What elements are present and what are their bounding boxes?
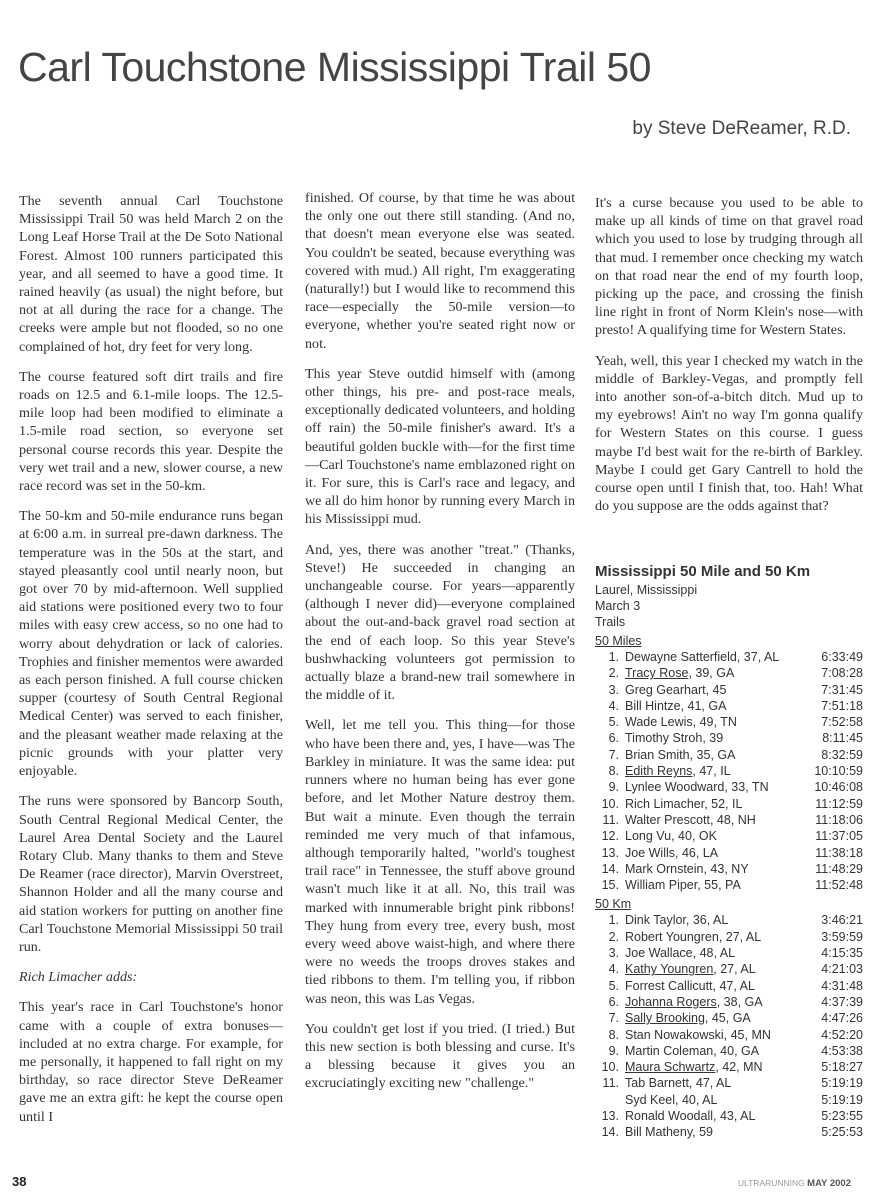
result-time: 5:23:55: [821, 1109, 863, 1124]
result-time: 4:15:35: [821, 946, 863, 961]
result-runner: [625, 1027, 793, 1043]
paragraph: You couldn't get lost if you tried. (I tried.) But this new section is both blessing and curse. It's a blessing because it gives you an excruciatingly exciting new "challenge.": [305, 1020, 575, 1092]
result-time: 11:48:29: [815, 861, 863, 876]
runner-details: , 45, GA: [704, 1011, 751, 1026]
result-row: [595, 1124, 863, 1140]
result-rank: 13.: [601, 1109, 619, 1124]
result-row: [595, 682, 863, 698]
result-row: [595, 698, 863, 714]
result-row: [595, 1075, 863, 1091]
result-row: [595, 1108, 863, 1124]
result-time: 7:52:58: [821, 715, 863, 730]
result-time: 5:19:19: [821, 1092, 863, 1107]
result-time: 10:46:08: [814, 780, 863, 795]
result-time: 11:12:59: [815, 796, 863, 811]
runner-name: Maura Schwartz: [625, 1060, 716, 1075]
result-row: [595, 779, 863, 795]
issue-date: MAY 2002: [807, 1178, 851, 1189]
result-time: 11:18:06: [815, 812, 863, 827]
paragraph: The course featured soft dirt trails and fire roads on 12.5 and 6.1-mile loops. The 12.5-mile loop had been modified to eliminate a 1.5-mile road section, so everyone set personal course records this year. Despite the very wet trail and a new, slower course, a new race record was set in the 50-km.: [19, 368, 283, 495]
result-runner: [625, 912, 793, 928]
runner-name: Dewayne Satterfield, 37, AL: [625, 650, 780, 664]
result-time: 5:18:27: [821, 1060, 863, 1075]
result-runner: [625, 796, 793, 812]
result-runner: [625, 730, 793, 746]
result-row: [595, 828, 863, 844]
result-rank: 9.: [608, 780, 619, 795]
runner-name: Bill Hintze, 41, GA: [625, 698, 727, 713]
article-column-1: [19, 192, 283, 1138]
result-rank: 8.: [608, 1027, 619, 1042]
result-rank: 6.: [608, 731, 619, 746]
runner-name: Lynlee Woodward, 33, TN: [625, 780, 769, 795]
paragraph: The seventh annual Carl Touchstone Mississippi Trail 50 was held March 2 on the Long Leaf Horse Trail at the De Soto National Forest. Almost 100 runners participated this year, and all seemed to have a good time. It rained heavily (as usual) the night before, but not at all during the race for a change. The creeks were ample but not flooded, so no one complained of hot, dry feet for very long.: [19, 193, 283, 355]
result-runner: [625, 828, 793, 844]
runner-name: Johanna Rogers: [625, 994, 717, 1009]
runner-name: Joe Wallace, 48, AL: [625, 946, 736, 961]
runner-name: Kathy Youngren: [625, 962, 714, 977]
result-runner: [625, 747, 793, 763]
result-rank: 2.: [608, 929, 619, 944]
result-runner: [625, 1010, 793, 1026]
paragraph: finished. Of course, by that time he was about the only one out there still standing. (And no, that doesn't mean everyone else was seated. You couldn't be seated, because everything was covered with mud.) All right, I'm exaggerating (naturally!) but I would like to recommend this race—especially the 50-mile version—to everyone, whether you're seated right now or not.: [305, 190, 575, 352]
result-time: 5:25:53: [821, 1125, 863, 1140]
runner-name: William Piper, 55, PA: [625, 878, 741, 893]
result-rank: 11.: [602, 1076, 619, 1091]
result-row: [595, 845, 863, 861]
result-time: 8:11:45: [822, 731, 863, 746]
runner-name: Ronald Woodall, 43, AL: [625, 1109, 756, 1124]
result-rank: 7.: [608, 1011, 619, 1026]
result-runner: [625, 877, 793, 893]
result-rank: 15.: [601, 878, 619, 893]
result-row: [595, 1059, 863, 1075]
result-time: 4:31:48: [821, 978, 863, 993]
result-rank: 14.: [601, 1125, 619, 1140]
result-runner: [625, 1059, 793, 1075]
paragraph: Yeah, well, this year I checked my watch in the middle of Barkley-Vegas, and promptly fell into another son-of-a-bitch ditch. Mud up to my eyebrows! Ain't no way I'm gonna qualify for Western States on this course. I guess maybe I'd best wait for the re-birth of Barkley. Maybe I could get Gary Cantrell to hold the course open until I finish that, too. Hah! What do you suppose are the odds against that?: [595, 352, 863, 515]
result-rank: 10.: [601, 1060, 619, 1075]
result-runner: [625, 763, 793, 779]
results-title: Mississippi 50 Mile and 50 Km: [595, 563, 811, 580]
result-rank: 4.: [608, 962, 619, 977]
result-rank: 14.: [601, 861, 619, 876]
result-row: [595, 978, 863, 994]
result-time: 3:46:21: [821, 913, 863, 928]
result-row: [595, 861, 863, 877]
result-row: [595, 945, 863, 961]
result-row: [595, 1010, 863, 1026]
results-date: March 3: [595, 599, 641, 613]
runner-name: Tracy Rose: [625, 666, 689, 681]
result-runner: [625, 665, 793, 681]
magazine-name: ULTRARUNNING: [737, 1178, 805, 1188]
result-rank: [595, 1092, 625, 1108]
runner-name: Greg Gearhart, 45: [625, 682, 727, 697]
result-runner: [625, 1092, 793, 1108]
section-50-miles: 50 Miles: [595, 634, 642, 648]
paragraph: Well, let me tell you. This thing—for those who have been there and, yes, I have—was The Barkley in miniature. It was the same idea: put runners where no human being has ever gone before, and let Mother Nature destroy them. But wait a minute. Even though the terrain reminded me very much of that infamous, although temporarily halted, "world's toughest trail race" in Tennessee, the stuff above ground wasn't much like it at all. No, this trail was marked with innumerable bright pink ribbons! They hung from every tree, every bush, most every weed above waist-high, and where there were no weeds the troops droves stakes and tied ribbons to them. I'm telling you, if ribbon was neon, this was Las Vegas.: [305, 717, 575, 1007]
result-row: [595, 812, 863, 828]
paragraph: The runs were sponsored by Bancorp South, South Central Regional Medical Center, the Laurel Area Dental Society and the Laurel Rotary Club. Many thanks to them and Steve De Reamer (race director), Marvin Overstreet, Shannon Holder and all the many course and aid station workers for putting on another fine Carl Touchstone Memorial Mississippi 50 trail run.: [19, 793, 283, 955]
result-row: [595, 1092, 863, 1108]
result-rank: 8.: [608, 764, 619, 779]
result-time: 7:08:28: [821, 666, 863, 681]
result-time: 4:52:20: [821, 1027, 863, 1042]
runner-details: , 27, AL: [713, 962, 756, 977]
result-row: [595, 665, 863, 681]
result-time: 10:10:59: [814, 764, 863, 779]
runner-name: Walter Prescott, 48, NH: [625, 812, 756, 827]
result-row: [595, 994, 863, 1010]
result-runner: [625, 1043, 793, 1059]
result-time: 11:37:05: [815, 829, 863, 844]
result-runner: [625, 812, 793, 828]
result-row: [595, 649, 863, 665]
result-row: [595, 1027, 863, 1043]
result-runner: [625, 994, 793, 1010]
result-row: [595, 929, 863, 945]
runner-details: , 38, GA: [716, 994, 763, 1009]
result-rank: 13.: [601, 845, 619, 860]
result-time: 5:19:19: [821, 1076, 863, 1091]
article-column-3: [595, 194, 863, 527]
result-runner: [625, 698, 793, 714]
result-row: [595, 796, 863, 812]
results-surface: Trails: [595, 615, 626, 629]
runner-details: , 39, GA: [688, 666, 735, 681]
result-row: [595, 747, 863, 763]
result-runner: [625, 978, 793, 994]
runner-details: , 42, MN: [715, 1060, 763, 1075]
result-rank: 12.: [601, 829, 619, 844]
runner-name: Syd Keel, 40, AL: [625, 1092, 718, 1107]
result-row: [595, 961, 863, 977]
runner-name: Edith Reyns: [625, 764, 693, 779]
result-runner: [625, 682, 793, 698]
runner-name: Timothy Stroh, 39: [625, 731, 724, 746]
results-list-50-km: [595, 912, 863, 1140]
result-time: 4:53:38: [821, 1043, 863, 1058]
result-rank: 11.: [602, 812, 619, 827]
article-title: Carl Touchstone Mississippi Trail 50: [18, 44, 651, 90]
article-column-2: [305, 189, 575, 1105]
runner-name: Robert Youngren, 27, AL: [625, 929, 762, 944]
result-time: 11:38:18: [815, 845, 863, 860]
runner-name: Bill Matheny, 59: [625, 1125, 714, 1140]
magazine-footer: [738, 1178, 851, 1189]
runner-name: Martin Coleman, 40, GA: [625, 1043, 760, 1058]
result-runner: [625, 929, 793, 945]
result-runner: [625, 779, 793, 795]
result-time: 4:37:39: [821, 994, 863, 1009]
result-rank: 4.: [608, 698, 619, 713]
subhead: Rich Limacher adds:: [19, 969, 138, 986]
result-runner: [625, 1108, 793, 1124]
paragraph: This year Steve outdid himself with (among other things, his pre- and post-race meals, exceptionally dedicated volunteers, and holding off rain) the 50-mile finisher's award. It's a beautiful golden buckle with—for the first time—Carl Touchstone's name emblazoned right on it. For sure, this is Carl's race and legacy, and we all do him honor by running every March in his Mississippi mud.: [305, 365, 575, 528]
result-runner: [625, 1075, 793, 1091]
paragraph: It's a curse because you used to be able to make up all kinds of time on that gravel road which you used to lose by trudging through all that mud. I remember once checking my watch on that road near the end of my fourth loop, picking up the pace, and crossing the finish line right in front of Norm Klein's nose—with presto! A qualifying time for Western States.: [595, 195, 863, 339]
result-runner: [625, 945, 793, 961]
author-byline: by Steve DeReamer, R.D.: [632, 118, 851, 139]
runner-name: Long Vu, 40, OK: [625, 829, 717, 844]
paragraph: The 50-km and 50-mile endurance runs began at 6:00 a.m. in surreal pre-dawn darkness. The temperature was in the 50s at the start, and stayed pleasantly cool until nearly noon, but got over 70 by mid-afternoon. Well supplied aid stations were positioned every two to four miles with easy crew access, so no one had to worry about dehydration or lack of calories. Trophies and finisher mementos were awarded as each person finished. A full course chicken supper (courtesy of South Central Regional Medical Center) was served to each finisher, and the pleasant weather made relaxing at the picnic grounds with your platter very enjoyable.: [19, 508, 283, 780]
runner-name: Stan Nowakowski, 45, MN: [625, 1027, 771, 1042]
result-time: 8:32:59: [821, 747, 863, 762]
result-time: 4:47:26: [821, 1011, 863, 1026]
result-runner: [625, 714, 793, 730]
runner-name: Mark Ornstein, 43, NY: [625, 861, 749, 876]
result-rank: 2.: [608, 666, 619, 681]
result-row: [595, 877, 863, 893]
runner-name: Rich Limacher, 52, IL: [625, 796, 743, 811]
result-rank: 6.: [608, 994, 619, 1009]
runner-name: Tab Barnett, 47, AL: [625, 1076, 732, 1091]
result-time: 7:31:45: [821, 682, 863, 697]
runner-name: Dink Taylor, 36, AL: [625, 913, 729, 928]
runner-name: Joe Wills, 46, LA: [625, 845, 719, 860]
result-time: 3:59:59: [821, 929, 863, 944]
result-row: [595, 730, 863, 746]
runner-name: Brian Smith, 35, GA: [625, 747, 736, 762]
result-rank: 5.: [608, 978, 619, 993]
results-location: Laurel, Mississippi: [595, 583, 698, 597]
results-list-50-miles: [595, 649, 863, 893]
result-rank: 1.: [608, 650, 619, 664]
result-time: 4:21:03: [821, 962, 863, 977]
result-rank: 3.: [608, 946, 619, 961]
page-number: 38: [12, 1174, 27, 1189]
result-row: [595, 714, 863, 730]
result-runner: [625, 1124, 793, 1140]
result-rank: 7.: [608, 747, 619, 762]
runner-name: Wade Lewis, 49, TN: [625, 715, 737, 730]
result-runner: [625, 845, 793, 861]
result-time: 11:52:48: [815, 878, 863, 893]
section-50-km: 50 Km: [595, 897, 632, 912]
runner-name: Forrest Callicutt, 47, AL: [625, 978, 755, 993]
result-runner: [625, 861, 793, 877]
result-rank: 1.: [608, 913, 619, 928]
runner-details: , 47, IL: [692, 764, 731, 779]
result-rank: 3.: [608, 682, 619, 697]
runner-name: Sally Brooking: [625, 1011, 705, 1026]
result-row: [595, 1043, 863, 1059]
paragraph: And, yes, there was another "treat." (Thanks, Steve!) He succeeded in changing an unchangeable course. For years—apparently (although I never did)—everyone complained about the out-and-back gravel road section at the end of each loop. So this year Steve's bushwhacking volunteers got permission to actually blaze a brand-new trail somewhere in the middle of it.: [305, 541, 575, 704]
results-box: [595, 563, 863, 1141]
result-row: [595, 912, 863, 928]
result-row: [595, 763, 863, 779]
result-rank: 5.: [608, 715, 619, 730]
paragraph: This year's race in Carl Touchstone's honor came with a couple of extra bonuses—included at no extra charge. For example, for me personally, it happened to fall right on my birthday, so race director Steve DeReamer gave me an extra gift: he kept the course open until I: [19, 999, 283, 1125]
result-rank: 10.: [601, 796, 619, 811]
result-rank: 9.: [608, 1043, 619, 1058]
result-runner: [625, 961, 793, 977]
result-time: 7:51:18: [821, 698, 863, 713]
result-runner: [625, 649, 793, 665]
result-time: 6:33:49: [821, 650, 863, 664]
